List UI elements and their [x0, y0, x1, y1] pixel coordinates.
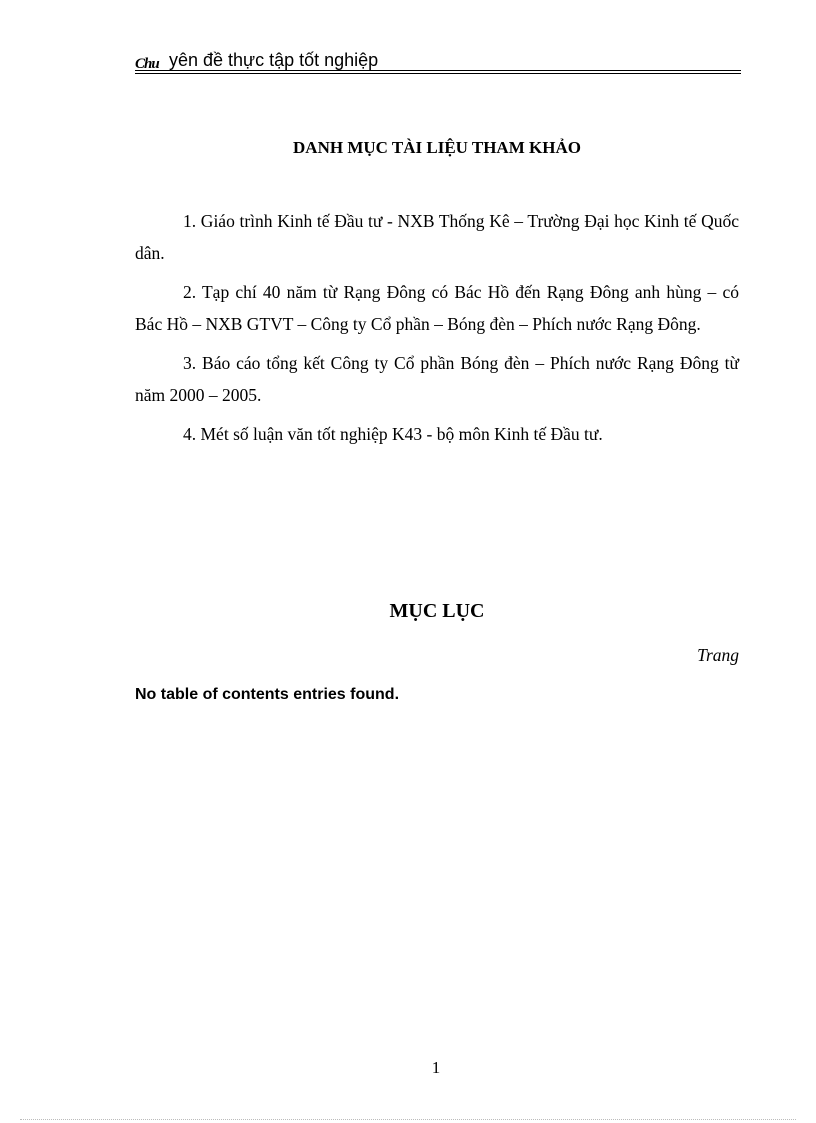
reference-item: 4. Mét số luận văn tốt nghiệp K43 - bộ môn Kinh tế Đầu tư. [183, 424, 603, 444]
header-rule-thin [135, 70, 741, 71]
reference-item: 2. Tạp chí 40 năm từ Rạng Đông có Bác Hồ đến Rạng Đông anh hùng – có Bác Hồ – NXB GTVT – Công ty Cổ phần – Bóng đèn – Phích nước Rạng Đông. [135, 282, 739, 334]
page-number: 1 [431, 1058, 441, 1077]
toc-empty-message: No table of contents entries found. [135, 686, 400, 703]
references-heading: DANH MỤC TÀI LIỆU THAM KHẢO [293, 138, 581, 157]
toc-page-column-label: Trang [697, 645, 739, 665]
reference-item: 3. Báo cáo tổng kết Công ty Cổ phần Bóng đèn – Phích nước Rạng Đông từ năm 2000 – 2005. [135, 353, 739, 405]
header-title: yên đề thực tập tốt nghiệp [169, 50, 379, 70]
header-logo-mark: Chu [135, 56, 159, 72]
references-list [135, 206, 739, 459]
page-break-divider [20, 1119, 796, 1120]
page-header [135, 50, 741, 76]
header-rule-thick [135, 73, 741, 74]
reference-item: 1. Giáo trình Kinh tế Đầu tư - NXB Thống Kê – Trường Đại học Kinh tế Quốc dân. [135, 211, 739, 263]
toc-heading: MỤC LỤC [389, 600, 485, 622]
